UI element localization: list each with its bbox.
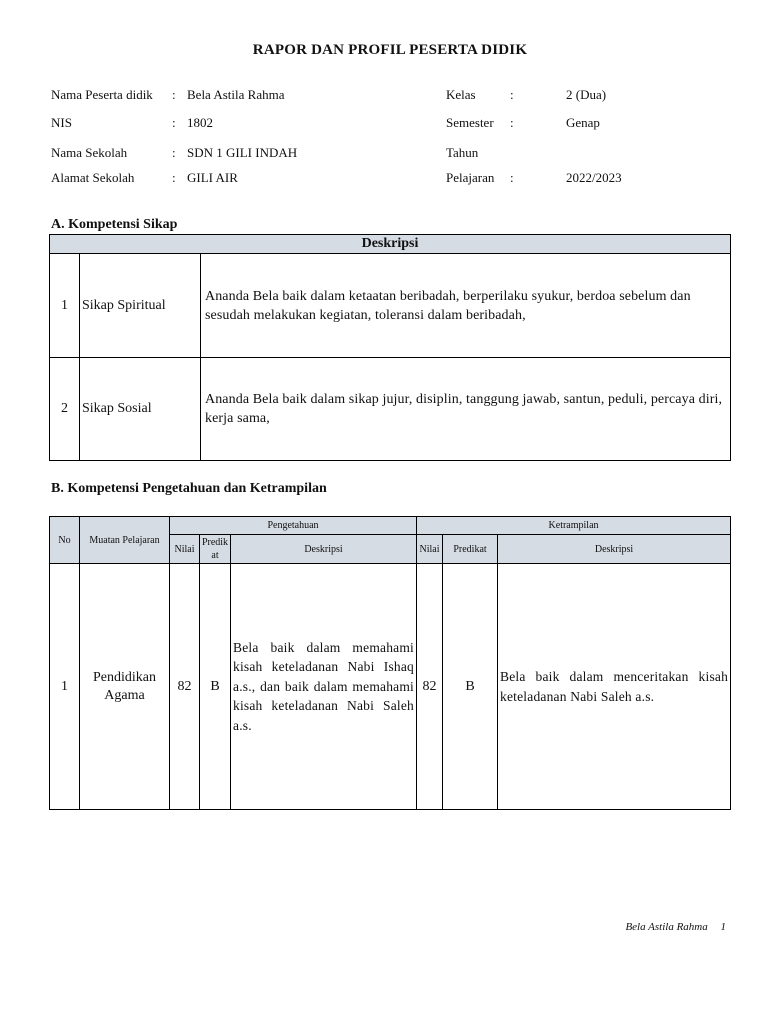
attitude-description: Ananda Bela baik dalam ketaatan beribadah, berperilaku syukur, berdoa sebelum dan sesudah melakukan kegiatan, toleransi dalam beribadah, bbox=[201, 254, 731, 358]
subject-name: Pendidikan Agama bbox=[80, 564, 170, 810]
row-number: 2 bbox=[50, 358, 80, 461]
knowledge-header: Pengetahuan bbox=[170, 517, 417, 535]
class-label: Kelas bbox=[446, 87, 476, 102]
skills-score: 82 bbox=[417, 564, 443, 810]
table-header-row bbox=[50, 235, 731, 254]
report-title: RAPOR DAN PROFIL PESERTA DIDIK bbox=[252, 42, 528, 58]
knowledge-predicate: B bbox=[200, 564, 231, 810]
school-value: SDN 1 GILI INDAH bbox=[187, 145, 298, 160]
address-label: Alamat Sekolah bbox=[51, 170, 135, 185]
attitude-aspect: Sikap Spiritual bbox=[80, 254, 201, 358]
year-label-line2: Pelajaran bbox=[446, 170, 495, 185]
row-number: 1 bbox=[50, 254, 80, 358]
description-header: Deskripsi bbox=[50, 235, 731, 254]
skills-description: Bela baik dalam menceritakan kisah keteladanan Nabi Saleh a.s. bbox=[498, 564, 731, 810]
table-row bbox=[50, 254, 731, 358]
class-value: 2 (Dua) bbox=[566, 87, 607, 102]
knowledge-score: 82 bbox=[170, 564, 200, 810]
colon: : bbox=[172, 170, 176, 185]
knowledge-predicate-header: Predikat bbox=[200, 535, 231, 564]
semester-label: Semester bbox=[446, 115, 494, 130]
table-row bbox=[50, 564, 731, 810]
subject-header: Muatan Pelajaran bbox=[80, 517, 170, 564]
footer-student-name: Bela Astila Rahma bbox=[625, 921, 708, 933]
skills-predicate-header: Predikat bbox=[443, 535, 498, 564]
table-header-row bbox=[50, 517, 731, 535]
school-label: Nama Sekolah bbox=[51, 145, 128, 160]
colon: : bbox=[172, 145, 176, 160]
knowledge-description: Bela baik dalam memahami kisah keteladanan Nabi Ishaq a.s., dan baik dalam memahami kisah keteladanan Nabi Saleh a.s. bbox=[231, 564, 417, 810]
skills-description-header: Deskripsi bbox=[498, 535, 731, 564]
nis-value: 1802 bbox=[187, 115, 213, 130]
section-b-heading: B. Kompetensi Pengetahuan dan Ketrampilan bbox=[51, 481, 327, 496]
colon: : bbox=[510, 115, 514, 130]
skills-header: Ketrampilan bbox=[417, 517, 731, 535]
colon: : bbox=[510, 87, 514, 102]
colon: : bbox=[172, 87, 176, 102]
skills-predicate: B bbox=[443, 564, 498, 810]
year-label-line1: Tahun bbox=[446, 145, 479, 160]
attitude-aspect: Sikap Sosial bbox=[80, 358, 201, 461]
knowledge-skills-table bbox=[49, 516, 731, 810]
attitude-description: Ananda Bela baik dalam sikap jujur, disiplin, tanggung jawab, santun, peduli, percaya diri, kerja sama, bbox=[201, 358, 731, 461]
page-number: 1 bbox=[720, 921, 726, 933]
knowledge-description-header: Deskripsi bbox=[231, 535, 417, 564]
colon: : bbox=[510, 170, 514, 185]
section-a-heading: A. Kompetensi Sikap bbox=[51, 217, 178, 232]
skills-score-header: Nilai bbox=[417, 535, 443, 564]
nis-label: NIS bbox=[51, 115, 72, 130]
row-number: 1 bbox=[50, 564, 80, 810]
year-value: 2022/2023 bbox=[566, 170, 622, 185]
address-value: GILI AIR bbox=[187, 170, 238, 185]
name-value: Bela Astila Rahma bbox=[187, 87, 285, 102]
semester-value: Genap bbox=[566, 115, 600, 130]
knowledge-score-header: Nilai bbox=[170, 535, 200, 564]
no-header: No bbox=[50, 517, 80, 564]
page-footer bbox=[625, 921, 726, 933]
table-row bbox=[50, 358, 731, 461]
attitude-table bbox=[49, 234, 731, 461]
colon: : bbox=[172, 115, 176, 130]
name-label: Nama Peserta didik bbox=[51, 87, 153, 102]
